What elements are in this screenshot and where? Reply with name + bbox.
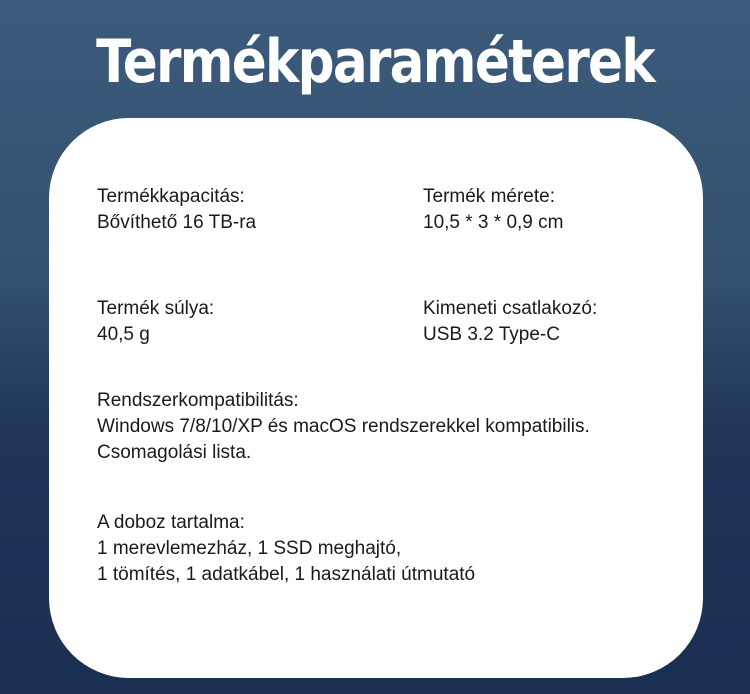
spec-size-label: Termék mérete: [423, 186, 555, 207]
spec-capacity-label: Termékkapacitás: [97, 186, 245, 207]
spec-connector-value: USB 3.2 Type-C [423, 324, 560, 345]
spec-compatibility-label: Rendszerkompatibilitás: [97, 390, 299, 411]
page-title: Termékparaméterek [96, 27, 654, 97]
spec-capacity-value: Bővíthető 16 TB-ra [97, 212, 257, 233]
spec-box-line1: 1 merevlemezház, 1 SSD meghajtó, [97, 538, 402, 559]
spec-box-label: A doboz tartalma: [97, 512, 245, 533]
spec-weight-value: 40,5 g [97, 324, 150, 345]
spec-compatibility [97, 388, 590, 466]
spec-capacity [97, 184, 256, 236]
spec-size-value: 10,5 * 3 * 0,9 cm [423, 212, 564, 233]
spec-weight [97, 296, 214, 348]
spec-weight-label: Termék súlya: [97, 298, 215, 319]
spec-box-line2: 1 tömítés, 1 adatkábel, 1 használati útmutató [97, 564, 476, 585]
spec-compatibility-extra: Csomagolási lista. [97, 442, 252, 463]
spec-connector [423, 296, 597, 348]
spec-compatibility-value: Windows 7/8/10/XP és macOS rendszerekkel kompatibilis. [97, 416, 590, 437]
spec-box-contents [97, 510, 475, 588]
spec-size [423, 184, 563, 236]
spec-connector-label: Kimeneti csatlakozó: [423, 298, 598, 319]
